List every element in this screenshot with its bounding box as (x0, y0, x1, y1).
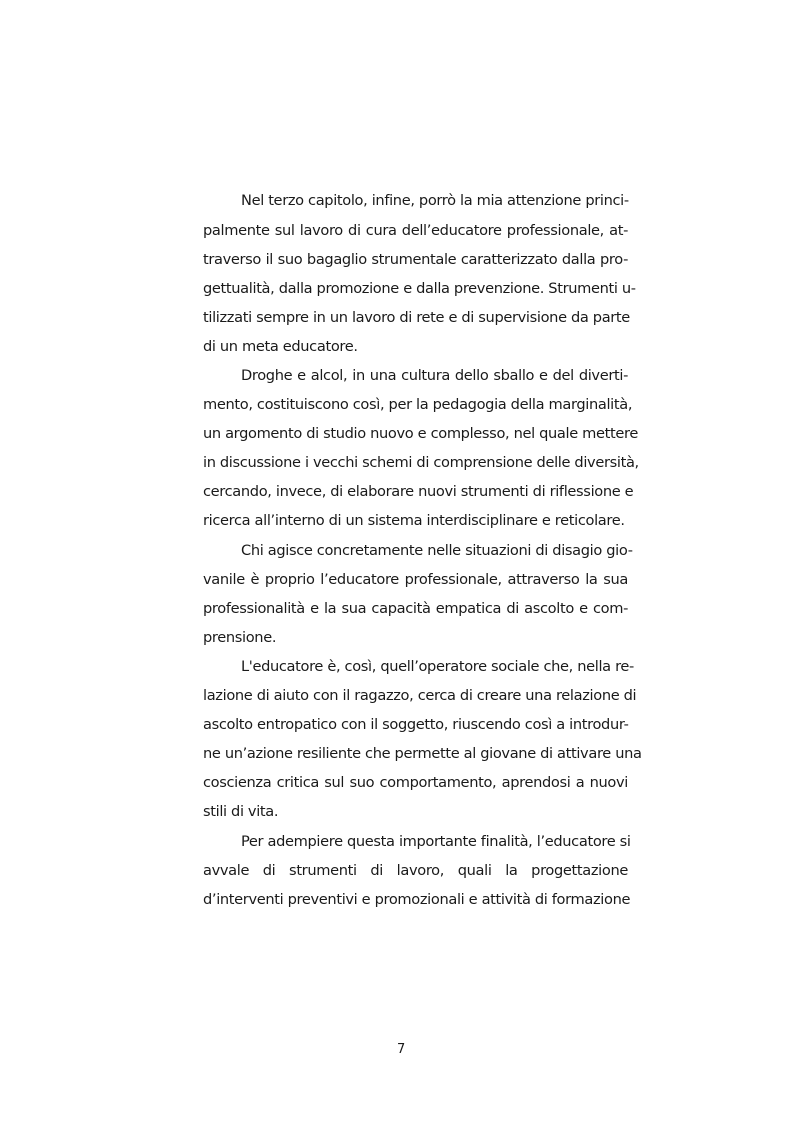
body-text-line: professionalità e la sua capacità empatica di ascolto e com- (203, 600, 628, 617)
body-text-line: mento, costituiscono così, per la pedagogia della marginalità, (203, 396, 633, 413)
body-text-line: L'educatore è, così, quell’operatore sociale che, nella re- (241, 658, 634, 675)
body-text-line: Per adempiere questa importante finalità, l’educatore si (241, 833, 631, 850)
body-text-line: un argomento di studio nuovo e complesso, nel quale mettere (203, 425, 638, 442)
body-text-line: ne un’azione resiliente che permette al giovane di attivare una (203, 745, 642, 762)
body-text-line: gettualità, dalla promozione e dalla prevenzione. Strumenti u- (203, 280, 636, 297)
body-text-line: Chi agisce concretamente nelle situazioni di disagio gio- (241, 542, 633, 559)
body-text-line: tilizzati sempre in un lavoro di rete e di supervisione da parte (203, 309, 630, 326)
body-text-line: traverso il suo bagaglio strumentale caratterizzato dalla pro- (203, 251, 628, 268)
body-text-line: vanile è proprio l’educatore professionale, attraverso la sua (203, 571, 628, 588)
body-text-line: avvale di strumenti di lavoro, quali la progettazione (203, 862, 628, 879)
body-text-line: prensione. (203, 629, 277, 646)
body-text-line: stili di vita. (203, 803, 279, 820)
body-text-line: cercando, invece, di elaborare nuovi strumenti di riflessione e (203, 483, 634, 500)
body-text-line: coscienza critica sul suo comportamento, aprendosi a nuovi (203, 774, 628, 791)
page-number: 7 (397, 1042, 406, 1057)
body-text-line: in discussione i vecchi schemi di comprensione delle diversità, (203, 454, 639, 471)
body-text-line: lazione di aiuto con il ragazzo, cerca di creare una relazione di (203, 687, 637, 704)
body-text-line: palmente sul lavoro di cura dell’educatore professionale, at- (203, 222, 628, 239)
body-text-line: d’interventi preventivi e promozionali e attività di formazione (203, 891, 631, 908)
body-text-line: ricerca all’interno di un sistema interdisciplinare e reticolare. (203, 512, 625, 529)
body-text-line: Nel terzo capitolo, infine, porrò la mia attenzione princi- (241, 192, 629, 209)
body-text-line: Droghe e alcol, in una cultura dello sballo e del diverti- (241, 367, 628, 384)
body-text-line: di un meta educatore. (203, 338, 358, 355)
body-text-line: ascolto entropatico con il soggetto, riuscendo così a introdur- (203, 716, 629, 733)
